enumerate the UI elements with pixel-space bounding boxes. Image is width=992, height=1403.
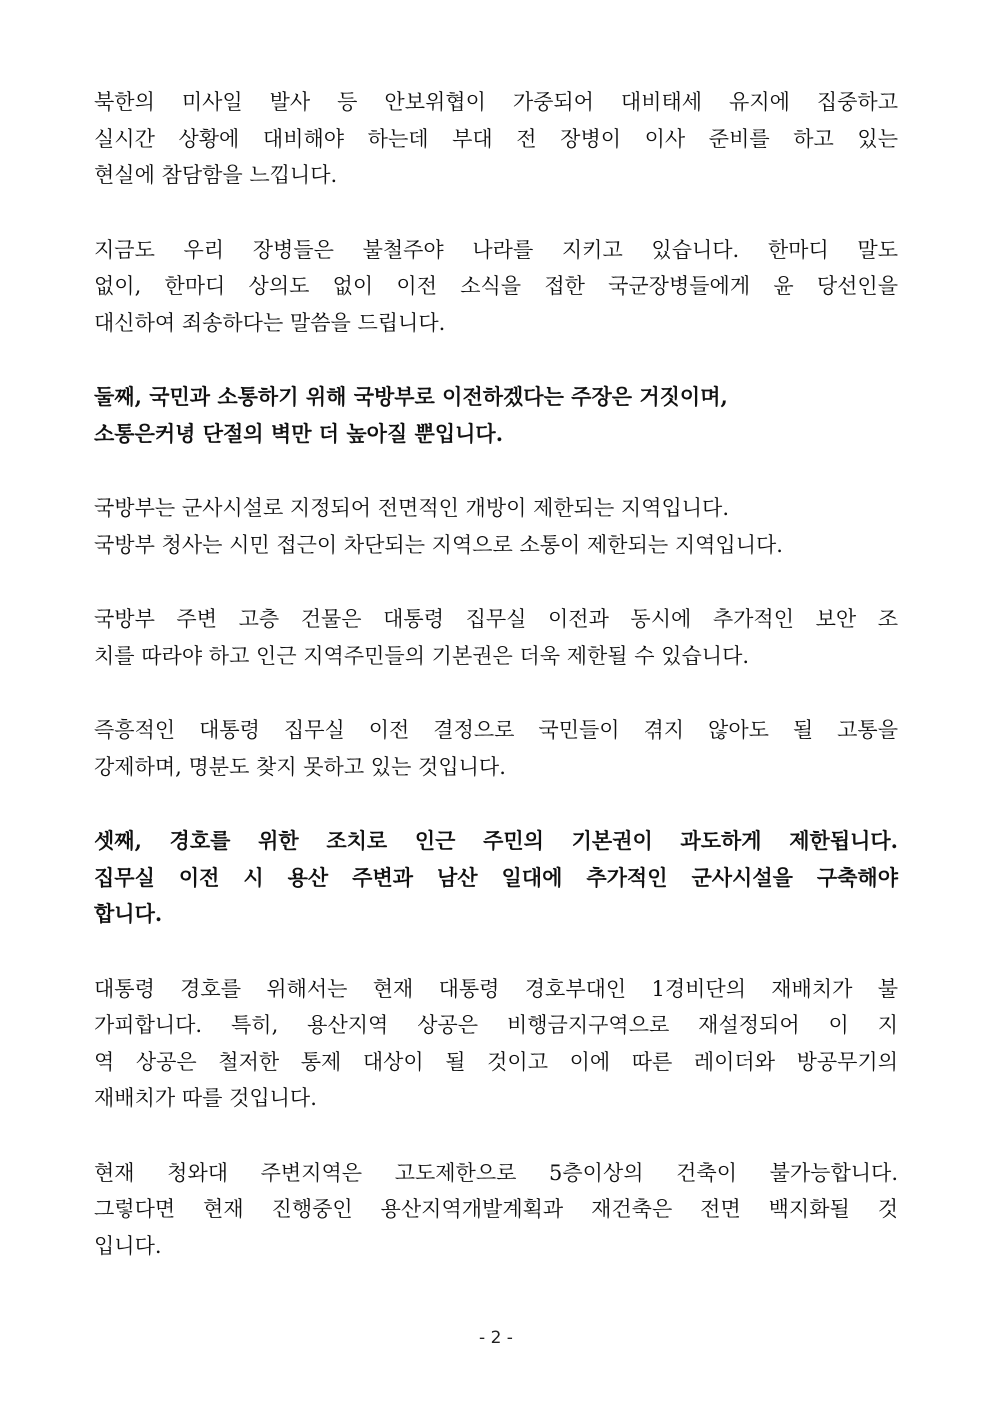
text-line: 대통령 경호를 위해서는 현재 대통령 경호부대인 1경비단의 재배치가 불 (94, 976, 898, 1001)
document-body (94, 84, 898, 1264)
text-line: 국방부는 군사시설로 지정되어 전면적인 개방이 제한되는 지역입니다. (94, 496, 730, 520)
text-line: 대신하여 죄송하다는 말씀을 드립니다. (94, 310, 446, 335)
heading-line: 소통은커녕 단절의 벽만 더 높아질 뿐입니다. (94, 420, 504, 446)
text-line: 재배치가 따를 것입니다. (94, 1086, 317, 1110)
text-line: 치를 따라야 하고 인근 지역주민들의 기본권은 더욱 제한될 수 있습니다. (94, 643, 750, 668)
paragraph-9 (94, 1155, 898, 1265)
text-line: 없이, 한마디 상의도 없이 이전 소식을 접한 국군장병들에게 윤 당선인을 (94, 274, 898, 298)
paragraph-gap (94, 194, 898, 232)
text-line: 그렇다면 현재 진행중인 용산지역개발계획과 재건축은 전면 백지화될 것 (94, 1197, 898, 1221)
text-line: 가피합니다. 특히, 용산지역 상공은 비행금지구역으로 재설정되어 이 지 (94, 1013, 898, 1037)
paragraph-5 (94, 601, 898, 674)
paragraph-8 (94, 971, 898, 1117)
heading-line: 셋째, 경호를 위한 조치로 인근 주민의 기본권이 과도하게 제한됩니다. (94, 828, 898, 853)
text-line: 국방부 주변 고층 건물은 대통령 집무실 이전과 동시에 추가적인 보안 조 (94, 607, 898, 631)
text-line: 즉흥적인 대통령 집무실 이전 결정으로 국민들이 겪지 않아도 될 고통을 (94, 718, 898, 742)
paragraph-gap (94, 563, 898, 601)
paragraph-gap (94, 785, 898, 823)
text-line: 지금도 우리 장병들은 불철주야 나라를 지키고 있습니다. 한마디 말도 (94, 237, 898, 262)
paragraph-gap (94, 452, 898, 490)
paragraph-gap (94, 1117, 898, 1155)
paragraph-6 (94, 712, 898, 785)
text-line: 국방부 청사는 시민 접근이 차단되는 지역으로 소통이 제한되는 지역입니다. (94, 532, 783, 557)
paragraph-gap (94, 933, 898, 971)
text-line: 실시간 상황에 대비해야 하는데 부대 전 장병이 이사 준비를 하고 있는 (94, 126, 898, 151)
heading-line: 집무실 이전 시 용산 주변과 남산 일대에 추가적인 군사시설을 구축해야 (94, 864, 898, 890)
text-line: 입니다. (94, 1233, 162, 1258)
heading-line: 둘째, 국민과 소통하기 위해 국방부로 이전하겠다는 주장은 거짓이며, (94, 384, 728, 409)
page-number: - 2 - (479, 1328, 513, 1348)
text-line: 현재 청와대 주변지역은 고도제한으로 5층이상의 건축이 불가능합니다. (94, 1160, 898, 1185)
text-line: 역 상공은 철저한 통제 대상이 될 것이고 이에 따른 레이더와 방공무기의 (94, 1049, 898, 1074)
paragraph-1 (94, 84, 898, 194)
paragraph-4 (94, 490, 898, 563)
paragraph-gap (94, 341, 898, 379)
text-line: 북한의 미사일 발사 등 안보위협이 가중되어 대비태세 유지에 집중하고 (94, 90, 898, 114)
section-heading-third (94, 823, 898, 933)
paragraph-2 (94, 232, 898, 342)
text-line: 강제하며, 명분도 찾지 못하고 있는 것입니다. (94, 754, 506, 779)
heading-line: 합니다. (94, 901, 163, 926)
section-heading-second (94, 379, 898, 452)
text-line: 현실에 참담함을 느낍니다. (94, 163, 338, 187)
paragraph-gap (94, 674, 898, 712)
